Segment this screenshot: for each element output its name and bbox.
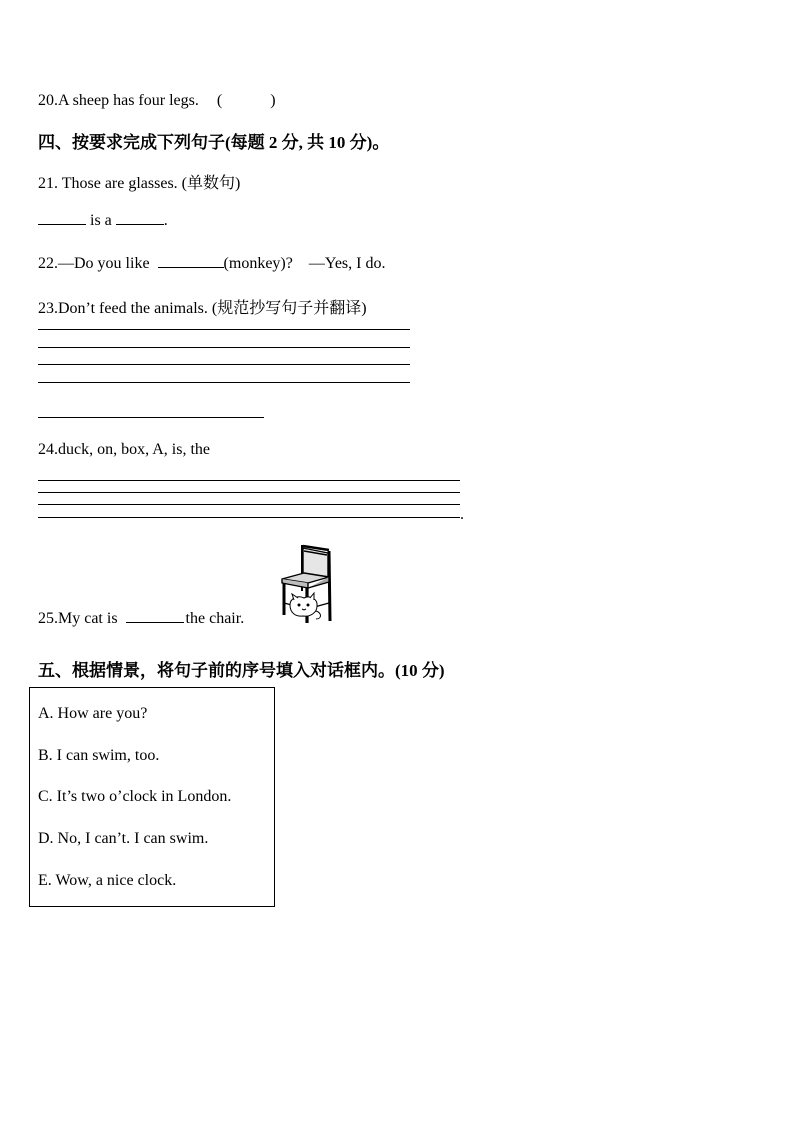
option-a: A. How are you? bbox=[38, 705, 148, 722]
question-22-end: —Yes, I do. bbox=[308, 255, 386, 272]
question-23-prompt: 23.Don’t feed the animals. (规范抄写句子并翻译) bbox=[38, 300, 367, 317]
answer-blank[interactable] bbox=[116, 223, 164, 225]
question-24-end-punct: . bbox=[460, 506, 464, 523]
answer-blank[interactable] bbox=[126, 621, 184, 623]
question-21-end: . bbox=[163, 212, 168, 229]
question-21-mid: is a bbox=[90, 212, 112, 229]
option-d: D. No, I can’t. I can swim. bbox=[38, 830, 209, 847]
writing-line[interactable] bbox=[38, 492, 460, 493]
options-box bbox=[29, 687, 275, 907]
question-20 bbox=[38, 87, 276, 110]
translation-line[interactable] bbox=[38, 417, 264, 418]
question-24-prompt: 24.duck, on, box, A, is, the bbox=[38, 441, 210, 458]
answer-parentheses: ( ) bbox=[216, 92, 276, 109]
section-4-title: 四、按要求完成下列句子(每题 2 分, 共 10 分)。 bbox=[38, 133, 390, 152]
question-21-answer-line bbox=[38, 212, 168, 230]
question-22 bbox=[38, 255, 385, 273]
option-b: B. I can swim, too. bbox=[38, 747, 160, 764]
option-c: C. It’s two o’clock in London. bbox=[38, 788, 232, 805]
writing-line[interactable] bbox=[38, 347, 410, 348]
answer-blank[interactable] bbox=[158, 266, 224, 268]
chair-with-cat-illustration bbox=[276, 543, 338, 627]
writing-line[interactable] bbox=[38, 364, 410, 365]
writing-line[interactable] bbox=[38, 504, 460, 505]
question-22-start: 22.—Do you like bbox=[38, 255, 150, 272]
section-5-title: 五、根据情景，将句子前的序号填入对话框内。(10 分) bbox=[38, 661, 445, 680]
question-25 bbox=[38, 610, 244, 628]
question-20-text: 20.A sheep has four legs. bbox=[38, 92, 199, 109]
option-e: E. Wow, a nice clock. bbox=[38, 872, 177, 889]
writing-line[interactable] bbox=[38, 480, 460, 481]
question-22-mid: (monkey)? bbox=[223, 255, 293, 272]
writing-line[interactable] bbox=[38, 517, 460, 518]
answer-blank[interactable] bbox=[38, 223, 86, 225]
writing-line[interactable] bbox=[38, 329, 410, 330]
question-25-end: the chair. bbox=[185, 610, 245, 627]
question-25-start: 25.My cat is bbox=[38, 610, 118, 627]
question-21-prompt: 21. Those are glasses. (单数句) bbox=[38, 175, 241, 192]
writing-line[interactable] bbox=[38, 382, 410, 383]
